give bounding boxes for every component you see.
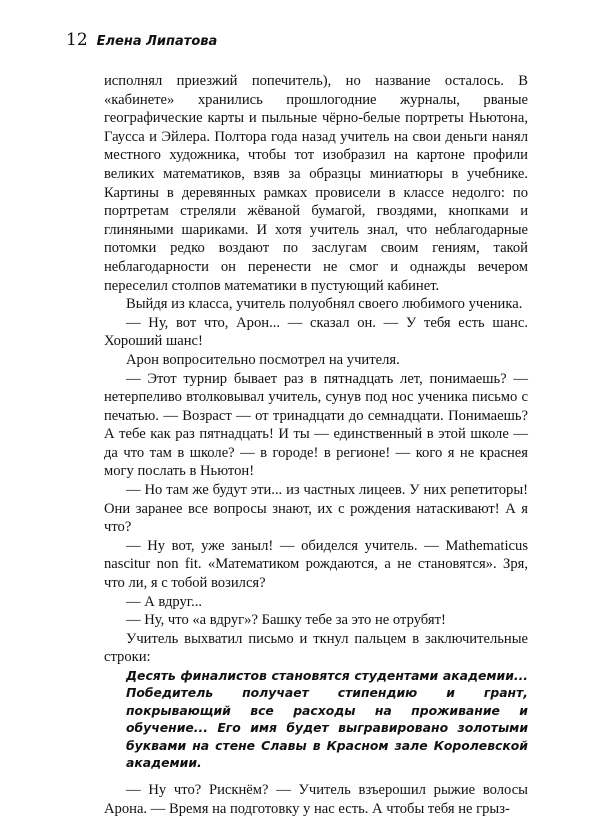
dialogue-line: — Ну, вот что, Арон... — сказал он. — У тебя есть шанс. Хороший шанс! xyxy=(104,314,528,350)
dialogue-line: — Но там же будут эти... из частных лицеев. У них репетиторы! Они заранее все вопросы знают, их с рождения натаскивают! А я что? xyxy=(104,482,528,536)
dialogue-line: — А вдруг... xyxy=(126,593,203,610)
dialogue-line: — Этот турнир бывает раз в пятнадцать лет, понимаешь? — нетерпеливо втолковывал учитель, сунув под нос ученика письмо с печатью. — Возраст — от тринадцати до семнадцати. Понимаешь? А тебе как раз пятнадцать! И ты — единственный в этой школе — да что там в школе? — в городе! в регионе! — кого я не краснея могу послать в Ньютон! xyxy=(104,370,528,480)
paragraph: исполнял приезжий попечитель), но название осталось. В «кабинете» хранились прошлогодние журналы, рваные географические карты и пыльные чёрно-белые портреты Ньютона, Гаусса и Эйлера. Полтора года назад учитель на свои деньги нанял местного художника, чтобы тот изобразил на картоне профили великих математиков, взяв за образцы миниатюры в учебнике. Картины в деревянных рамках провисели в классе недолго: по портретам стреляли жёваной бумагой, гвоздями, кнопками и глиняными шариками. И хотя учитель знал, что неблагодарные потомки редко воздают по заслугам своим гениям, такой неблагодарности он перенести не смог и однажды вечером переселил столпов математики в пустующий кабинет. xyxy=(104,73,528,294)
paragraph: Арон вопросительно посмотрел на учителя. xyxy=(126,351,400,368)
dialogue-line: — Ну вот, уже заныл! — обиделся учитель. — Mathematicus nascitur non fit. «Математиком рождаются, а не становятся». Зря, что ли, я с тобой возился? xyxy=(104,537,528,592)
page-number: 12 xyxy=(66,30,88,50)
letter-excerpt: Десять финалистов становятся студентами академии... Победитель получает стипендию и грант, покрывающий все расходы на проживание и обучение... Его имя будет выгравировано золотыми буквами на стене Славы в Красном зале Королевской академии. xyxy=(126,668,528,771)
paragraph: Учитель выхватил письмо и ткнул пальцем в заключительные строки: xyxy=(104,630,528,666)
author-name: Елена Липатова xyxy=(96,34,218,49)
final-paragraph: — Ну что? Рискнём? — Учитель взъерошил рыжие волосы Арона. — Время на подготовку у нас есть. А чтобы тебя не грыз- xyxy=(104,782,528,818)
paragraph: Выйдя из класса, учитель полуобнял своего любимого ученика. xyxy=(126,296,523,313)
body-text xyxy=(104,72,528,819)
section-gap xyxy=(104,771,528,781)
running-header xyxy=(66,30,217,54)
dialogue-line: — Ну, что «а вдруг»? Башку тебе за это не отрубят! xyxy=(126,612,446,629)
